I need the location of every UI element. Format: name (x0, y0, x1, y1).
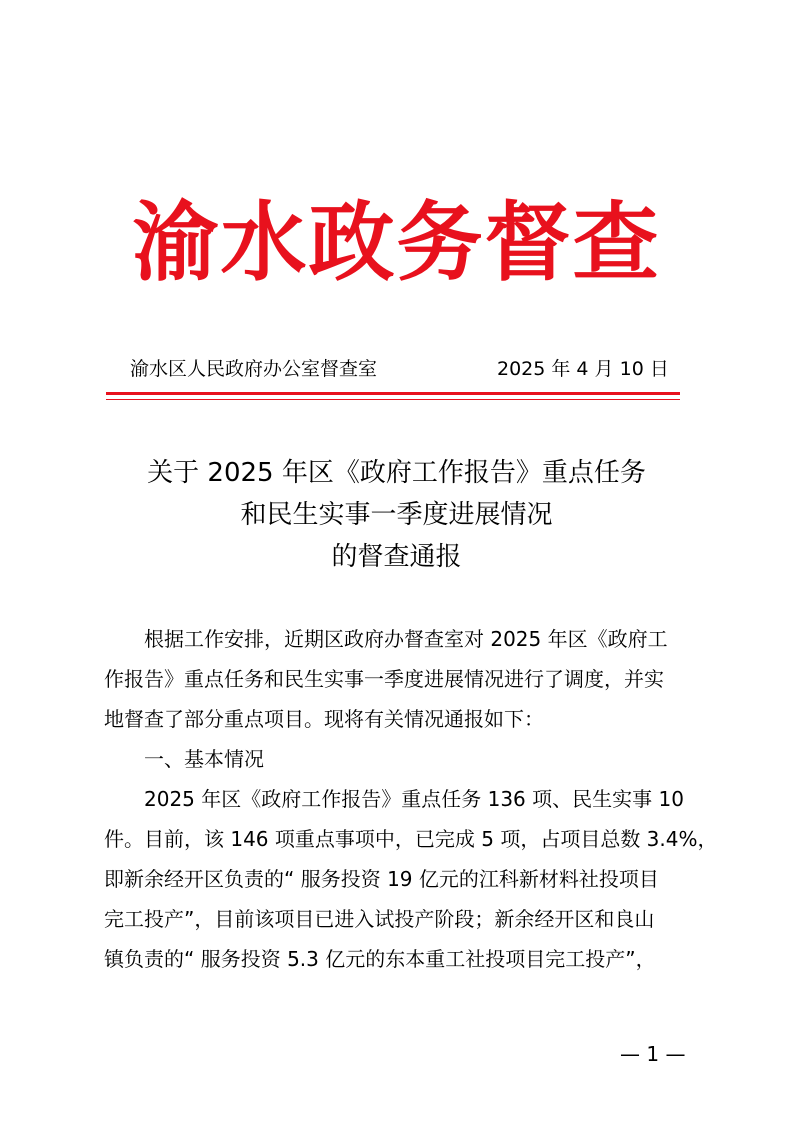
issuer-name: 渝水区人民政府办公室督查室 (130, 358, 378, 380)
text-line: 2025 年区《政府工作报告》重点任务 136 项、民生实事 10 (104, 787, 684, 811)
text-line: 完工投产”，目前该项目已进入试投产阶段；新余经开区和良山 (104, 907, 655, 931)
text-line: 作报告》重点任务和民生实事一季度进展情况进行了调度，并实 (104, 667, 664, 691)
basic-situation-paragraph (104, 779, 718, 979)
section-heading (104, 739, 694, 779)
intro-paragraph (104, 619, 694, 739)
text-line: 镇负责的“ 服务投资 5.3 亿元的东本重工社投项目完工投产”， (104, 947, 656, 971)
document-title-line: 的督查通报 (331, 542, 462, 572)
document-title-line: 和民生实事一季度进展情况 (240, 500, 553, 530)
header-rule-thick (106, 392, 680, 395)
page-number: — 1 — (620, 1042, 686, 1066)
document-title (0, 452, 793, 578)
document-title-line: 关于 2025 年区《政府工作报告》重点任务 (147, 458, 646, 488)
text-line: 即新余经开区负责的“ 服务投资 19 亿元的江科新材料社投项目 (104, 867, 659, 891)
header-rule-thin (106, 399, 680, 400)
text-line: 件。目前，该 146 项重点事项中，已完成 5 项，占项目总数 3.4%， (104, 827, 718, 851)
text-line: 地督查了部分重点项目。现将有关情况通报如下： (104, 707, 544, 731)
text-line: 一、基本情况 (104, 747, 264, 771)
text-line: 根据工作安排，近期区政府办督查室对 2025 年区《政府工 (104, 627, 668, 651)
issue-date: 2025 年 4 月 10 日 (497, 358, 669, 380)
masthead-title: 渝水政务督查 (132, 193, 661, 293)
